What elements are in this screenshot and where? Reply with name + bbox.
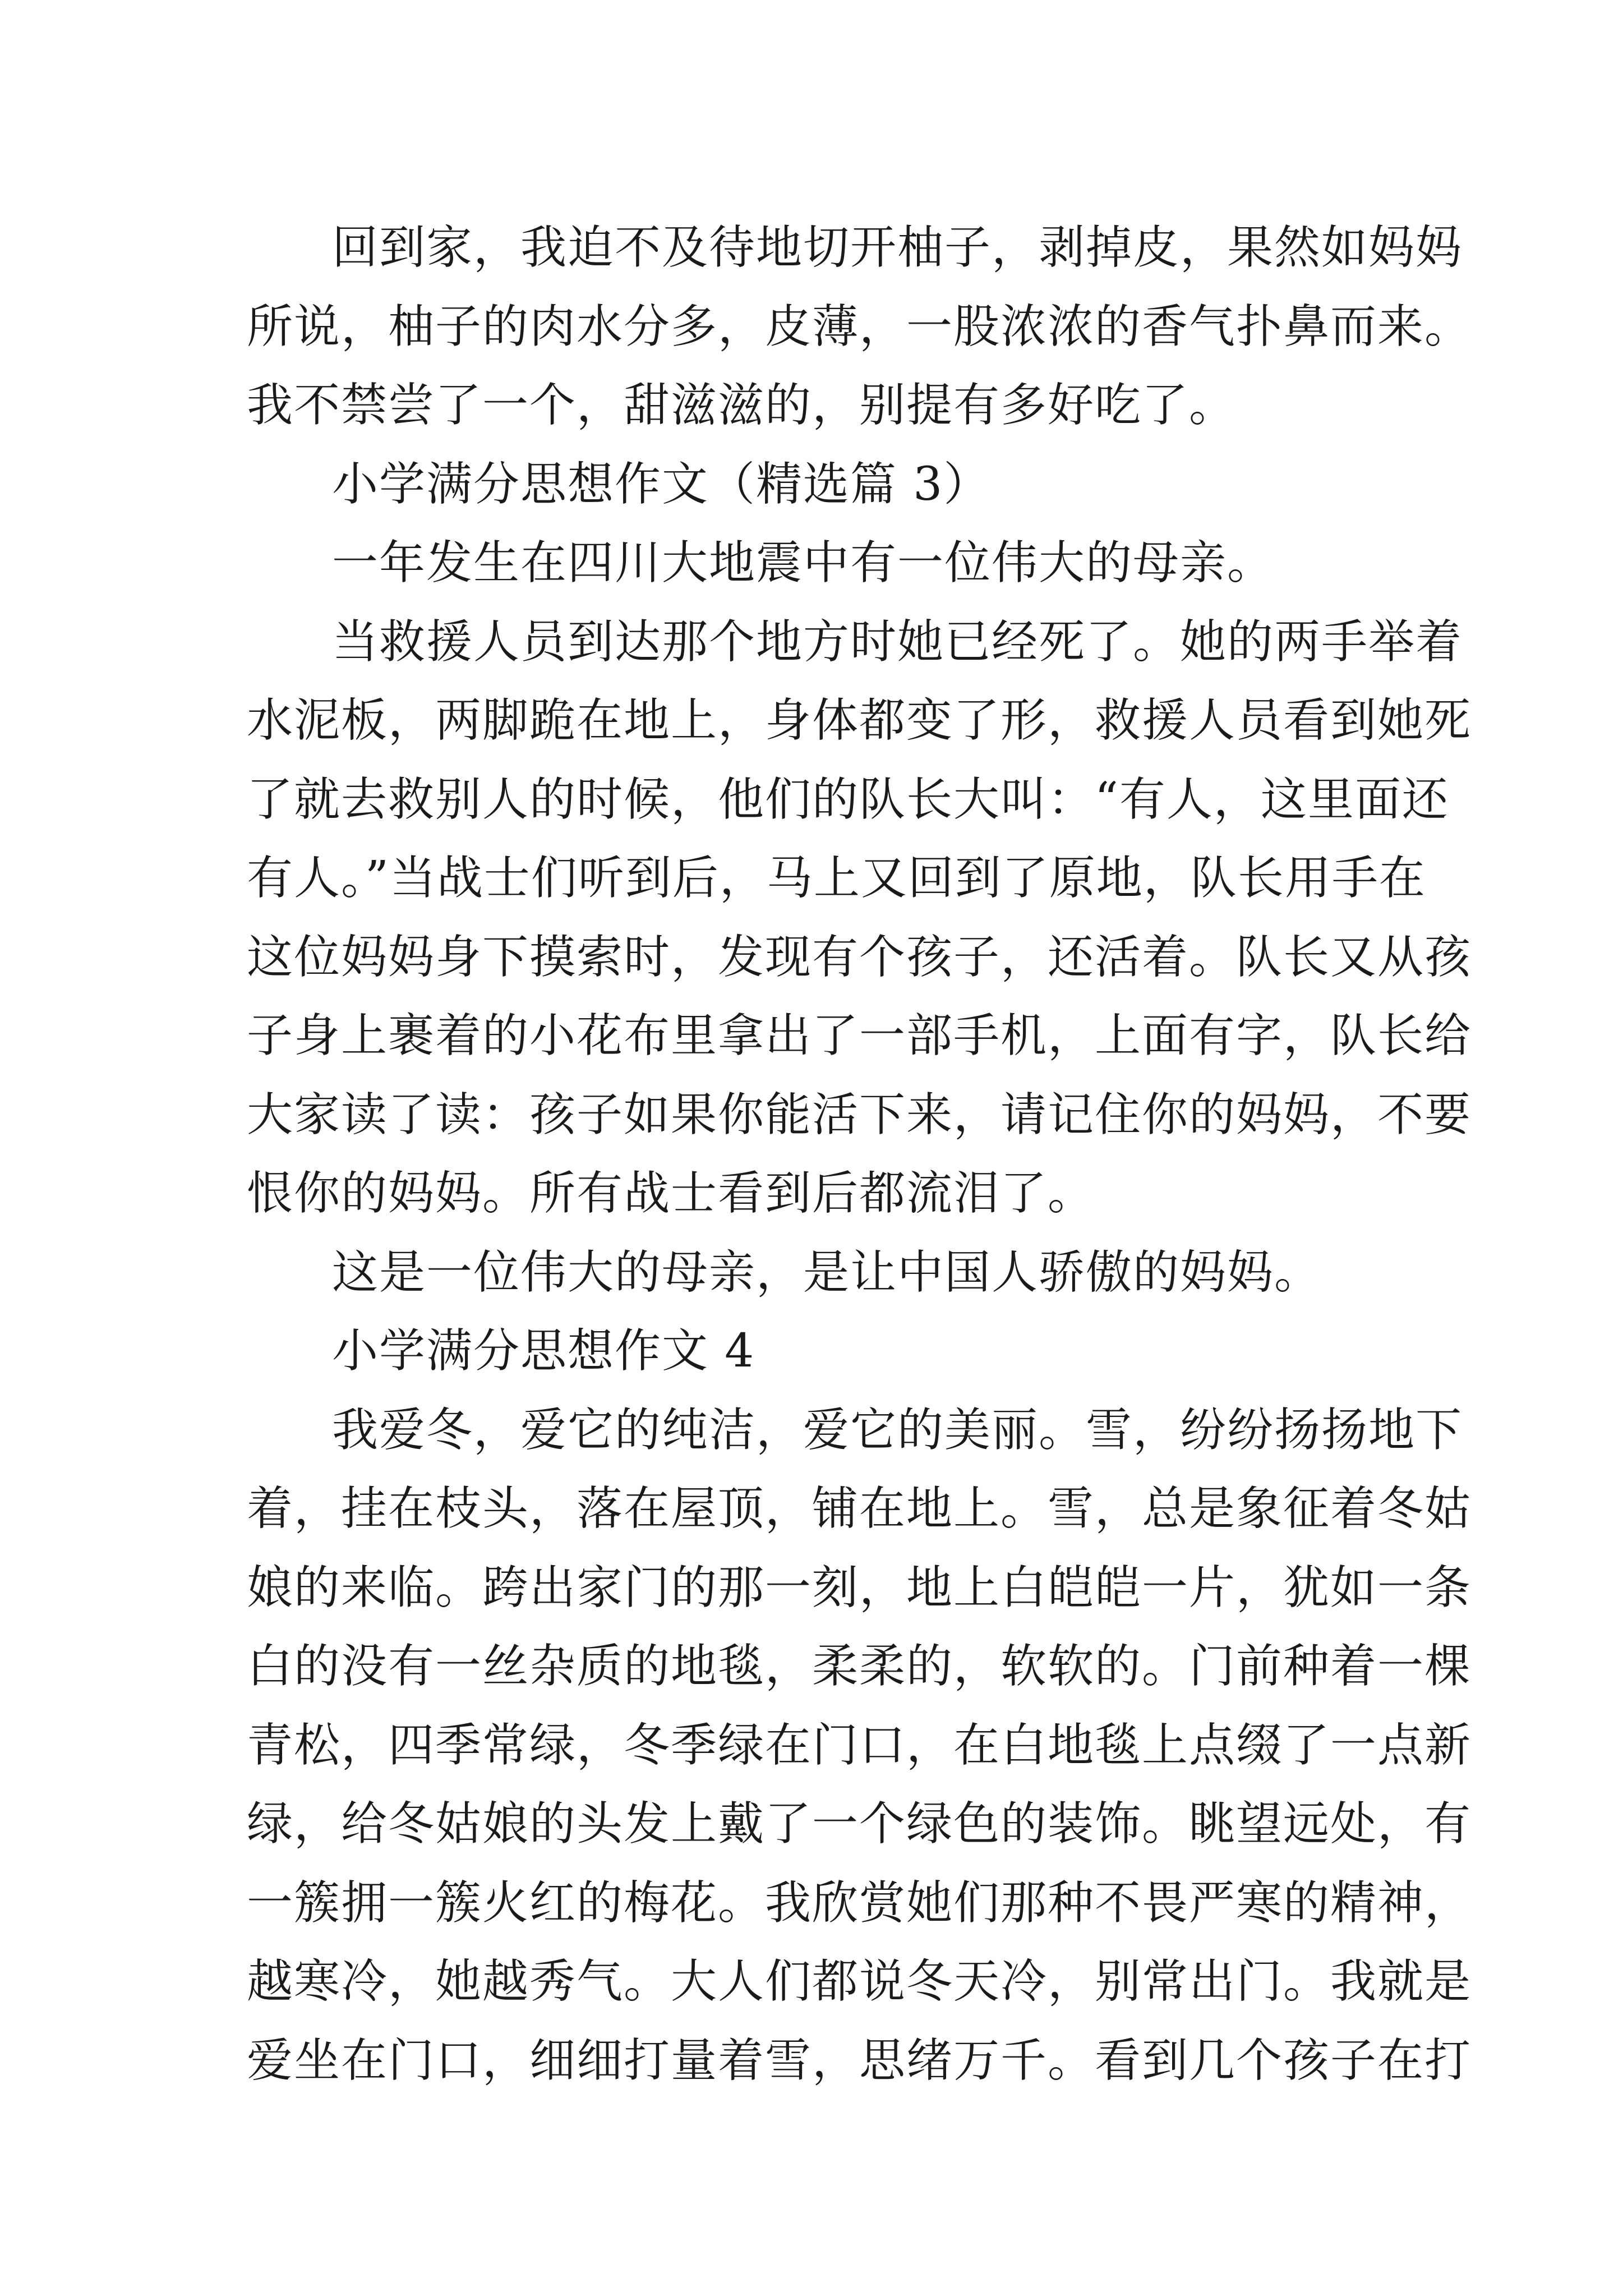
paragraph-line: 当救援人员到达那个地方时她已经死了。她的两手举着	[332, 615, 1463, 669]
paragraph-line: 有人。”当战士们听到后，马上又回到了原地，队长用手在	[247, 852, 1426, 905]
paragraph-line: 我爱冬，爱它的纯洁，爱它的美丽。雪，纷纷扬扬地下	[332, 1403, 1463, 1457]
paragraph-line: 子身上裹着的小花布里拿出了一部手机，上面有字，队长给	[247, 1009, 1472, 1062]
paragraph-line: 绿，给冬姑娘的头发上戴了一个绿色的装饰。眺望远处，有	[247, 1797, 1472, 1851]
paragraph-line: 爱坐在门口，细细打量着雪，思绪万千。看到几个孩子在打	[247, 2033, 1472, 2087]
paragraph-line: 一年发生在四川大地震中有一位伟大的母亲。	[332, 536, 1275, 590]
paragraph-line: 这是一位伟大的母亲，是让中国人骄傲的妈妈。	[332, 1245, 1322, 1299]
paragraph-line: 越寒冷，她越秀气。大人们都说冬天冷，别常出门。我就是	[247, 1955, 1472, 2008]
paragraph-line: 一簇拥一簇火红的梅花。我欣赏她们那种不畏严寒的精神，	[247, 1876, 1472, 1930]
paragraph-line: 着，挂在枝头，落在屋顶，铺在地上。雪，总是象征着冬姑	[247, 1482, 1472, 1535]
paragraph-line: 白的没有一丝杂质的地毯，柔柔的，软软的。门前种着一棵	[247, 1640, 1472, 1693]
paragraph-line: 我不禁尝了一个，甜滋滋的，别提有多好吃了。	[247, 379, 1237, 432]
paragraph-line: 了就去救别人的时候，他们的队长大叫：“有人，这里面还	[247, 772, 1449, 826]
paragraph-line: 所说，柚子的肉水分多，皮薄，一股浓浓的香气扑鼻而来。	[247, 300, 1472, 353]
paragraph-line: 青松，四季常绿，冬季绿在门口，在白地毯上点缀了一点新	[247, 1718, 1472, 1772]
paragraph-line: 大家读了读：孩子如果你能活下来，请记住你的妈妈，不要	[247, 1088, 1472, 1142]
paragraph-line: 回到家，我迫不及待地切开柚子，剥掉皮，果然如妈妈	[332, 221, 1463, 274]
paragraph-line: 水泥板，两脚跪在地上，身体都变了形，救援人员看到她死	[247, 694, 1472, 747]
paragraph-line: 这位妈妈身下摸索时，发现有个孩子，还活着。队长又从孩	[247, 930, 1472, 984]
section-heading: 小学满分思想作文 4	[332, 1324, 755, 1378]
paragraph-line: 娘的来临。跨出家门的那一刻，地上白皑皑一片，犹如一条	[247, 1561, 1472, 1614]
section-heading: 小学满分思想作文（精选篇 3）	[332, 457, 991, 511]
document-body	[247, 209, 1472, 2100]
paragraph-line: 恨你的妈妈。所有战士看到后都流泪了。	[247, 1167, 1095, 1220]
